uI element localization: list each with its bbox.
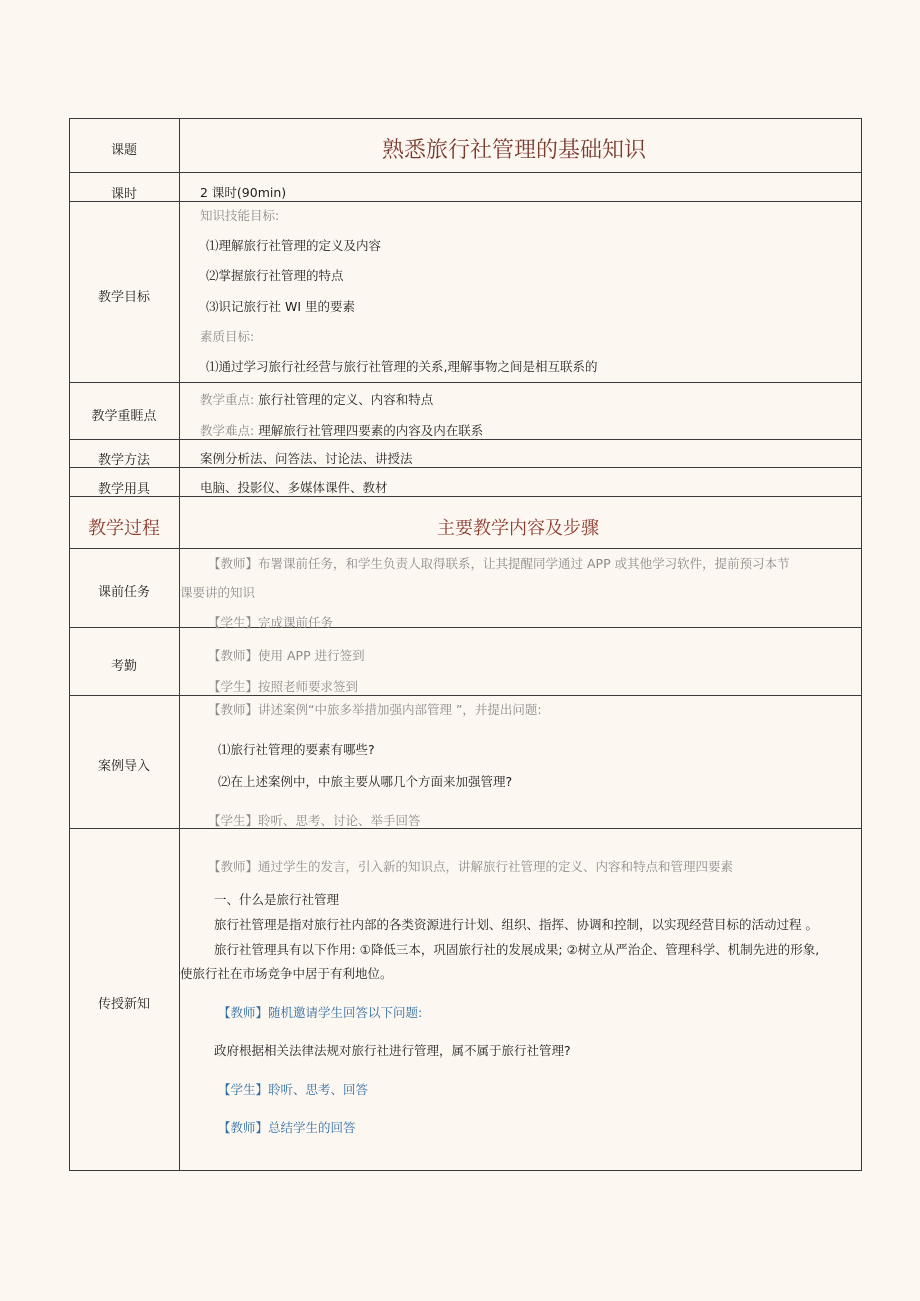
difficulty-value: 理解旅行社管理四要素的内容及内在联系 <box>258 423 484 438</box>
goal-item: ⑵掌握旅行社管理的特点 <box>206 268 344 283</box>
nk-teacher-question: 【教师】随机邀请学生回答以下问题: <box>218 1005 423 1020</box>
topic-title: 熟悉旅行社管理的基础知识 <box>382 138 647 163</box>
focus-line <box>200 390 433 408</box>
goal-item: ⑴理解旅行社管理的定义及内容 <box>206 238 382 253</box>
attendance-teacher: 【教师】使用 APP 进行签到 <box>208 648 365 663</box>
case-teacher: 【教师】讲述案例“中旅多举措加强内部管理 ”，并提出问题: <box>208 702 542 717</box>
process-header-left: 教学过程 <box>88 518 160 539</box>
pre-class-student: 【学生】完成课前任务 <box>208 615 334 630</box>
attendance-label: 考勤 <box>110 659 137 674</box>
hours-value: 2 课时(90min) <box>200 185 287 200</box>
new-knowledge-label: 传授新知 <box>97 997 150 1012</box>
row-hours <box>69 173 861 202</box>
case-question-1: ⑴旅行社管理的要素有哪些? <box>218 742 375 757</box>
nk-student-answer: 【学生】聆听、思考、回答 <box>218 1082 369 1097</box>
difficulty-line <box>200 421 483 439</box>
attendance-student: 【学生】按照老师要求签到 <box>208 679 359 694</box>
goals-label: 教学目标 <box>97 290 150 305</box>
nk-section-1: 一、什么是旅行社管理 <box>214 892 340 907</box>
hours-label: 课时 <box>110 187 137 202</box>
row-new-knowledge <box>69 829 861 1171</box>
knowledge-goals-title: 知识技能目标: <box>200 208 280 223</box>
methods-label: 教学方法 <box>97 453 150 468</box>
nk-teacher-intro: 【教师】通过学生的发言，引入新的知识点，讲解旅行社管理的定义、内容和特点和管理四要素 <box>208 859 734 874</box>
row-methods <box>69 440 861 468</box>
row-goals <box>69 202 861 383</box>
quality-goals-title: 素质目标: <box>200 329 255 344</box>
tools-value: 电脑、投影仪、多媒体课件、教材 <box>200 480 388 495</box>
key-points-label: 教学重睚点 <box>91 409 157 424</box>
row-tools <box>69 468 861 497</box>
case-question-2: ⑵在上述案例中，中旅主要从哪几个方面来加强管理? <box>218 774 513 789</box>
topic-label: 课题 <box>110 143 137 158</box>
focus-label: 教学重点: <box>200 392 255 407</box>
process-header-right: 主要教学内容及步骤 <box>437 518 599 539</box>
quality-goal-item: ⑴通过学习旅行社经营与旅行社管理的关系,理解事物之间是相互联系的 <box>206 359 598 374</box>
methods-value: 案例分析法、问答法、讨论法、讲授法 <box>200 451 413 466</box>
focus-value: 旅行社管理的定义、内容和特点 <box>258 392 434 407</box>
case-student: 【学生】聆听、思考、讨论、举手回答 <box>208 813 421 828</box>
difficulty-label: 教学难点: <box>200 423 255 438</box>
case-label: 案例导入 <box>97 759 150 774</box>
goal-item: ⑶识记旅行社 WI 里的要素 <box>206 299 355 314</box>
pre-class-teacher-line1: 【教师】布署课前任务，和学生负责人取得联系，让其提醒同学通过 APP 或其他学习软件，提前预习本节 <box>208 556 790 571</box>
pre-class-teacher-line2: 课要讲的知识 <box>180 585 256 600</box>
tools-label: 教学用具 <box>97 482 150 497</box>
nk-para-2-line2: 使旅行社在市场竞争中居于有利地位。 <box>180 966 393 981</box>
nk-question: 政府根据相关法律法规对旅行社进行管理，属不属于旅行社管理? <box>214 1043 571 1058</box>
nk-para-1: 旅行社管理是指对旅行社内部的各类资源进行计划、组织、指挥、协调和控制，以实现经营目标的活动过程 。 <box>214 917 818 932</box>
nk-teacher-summary: 【教师】总结学生的回答 <box>218 1120 356 1135</box>
pre-class-label: 课前任务 <box>97 585 150 600</box>
row-attendance <box>69 628 861 696</box>
nk-para-2-line1: 旅行社管理具有以下作用: ①降低三本，巩固旅行社的发展成果; ②树立从严治企、管理科学、机制先进的形象, <box>214 942 820 957</box>
